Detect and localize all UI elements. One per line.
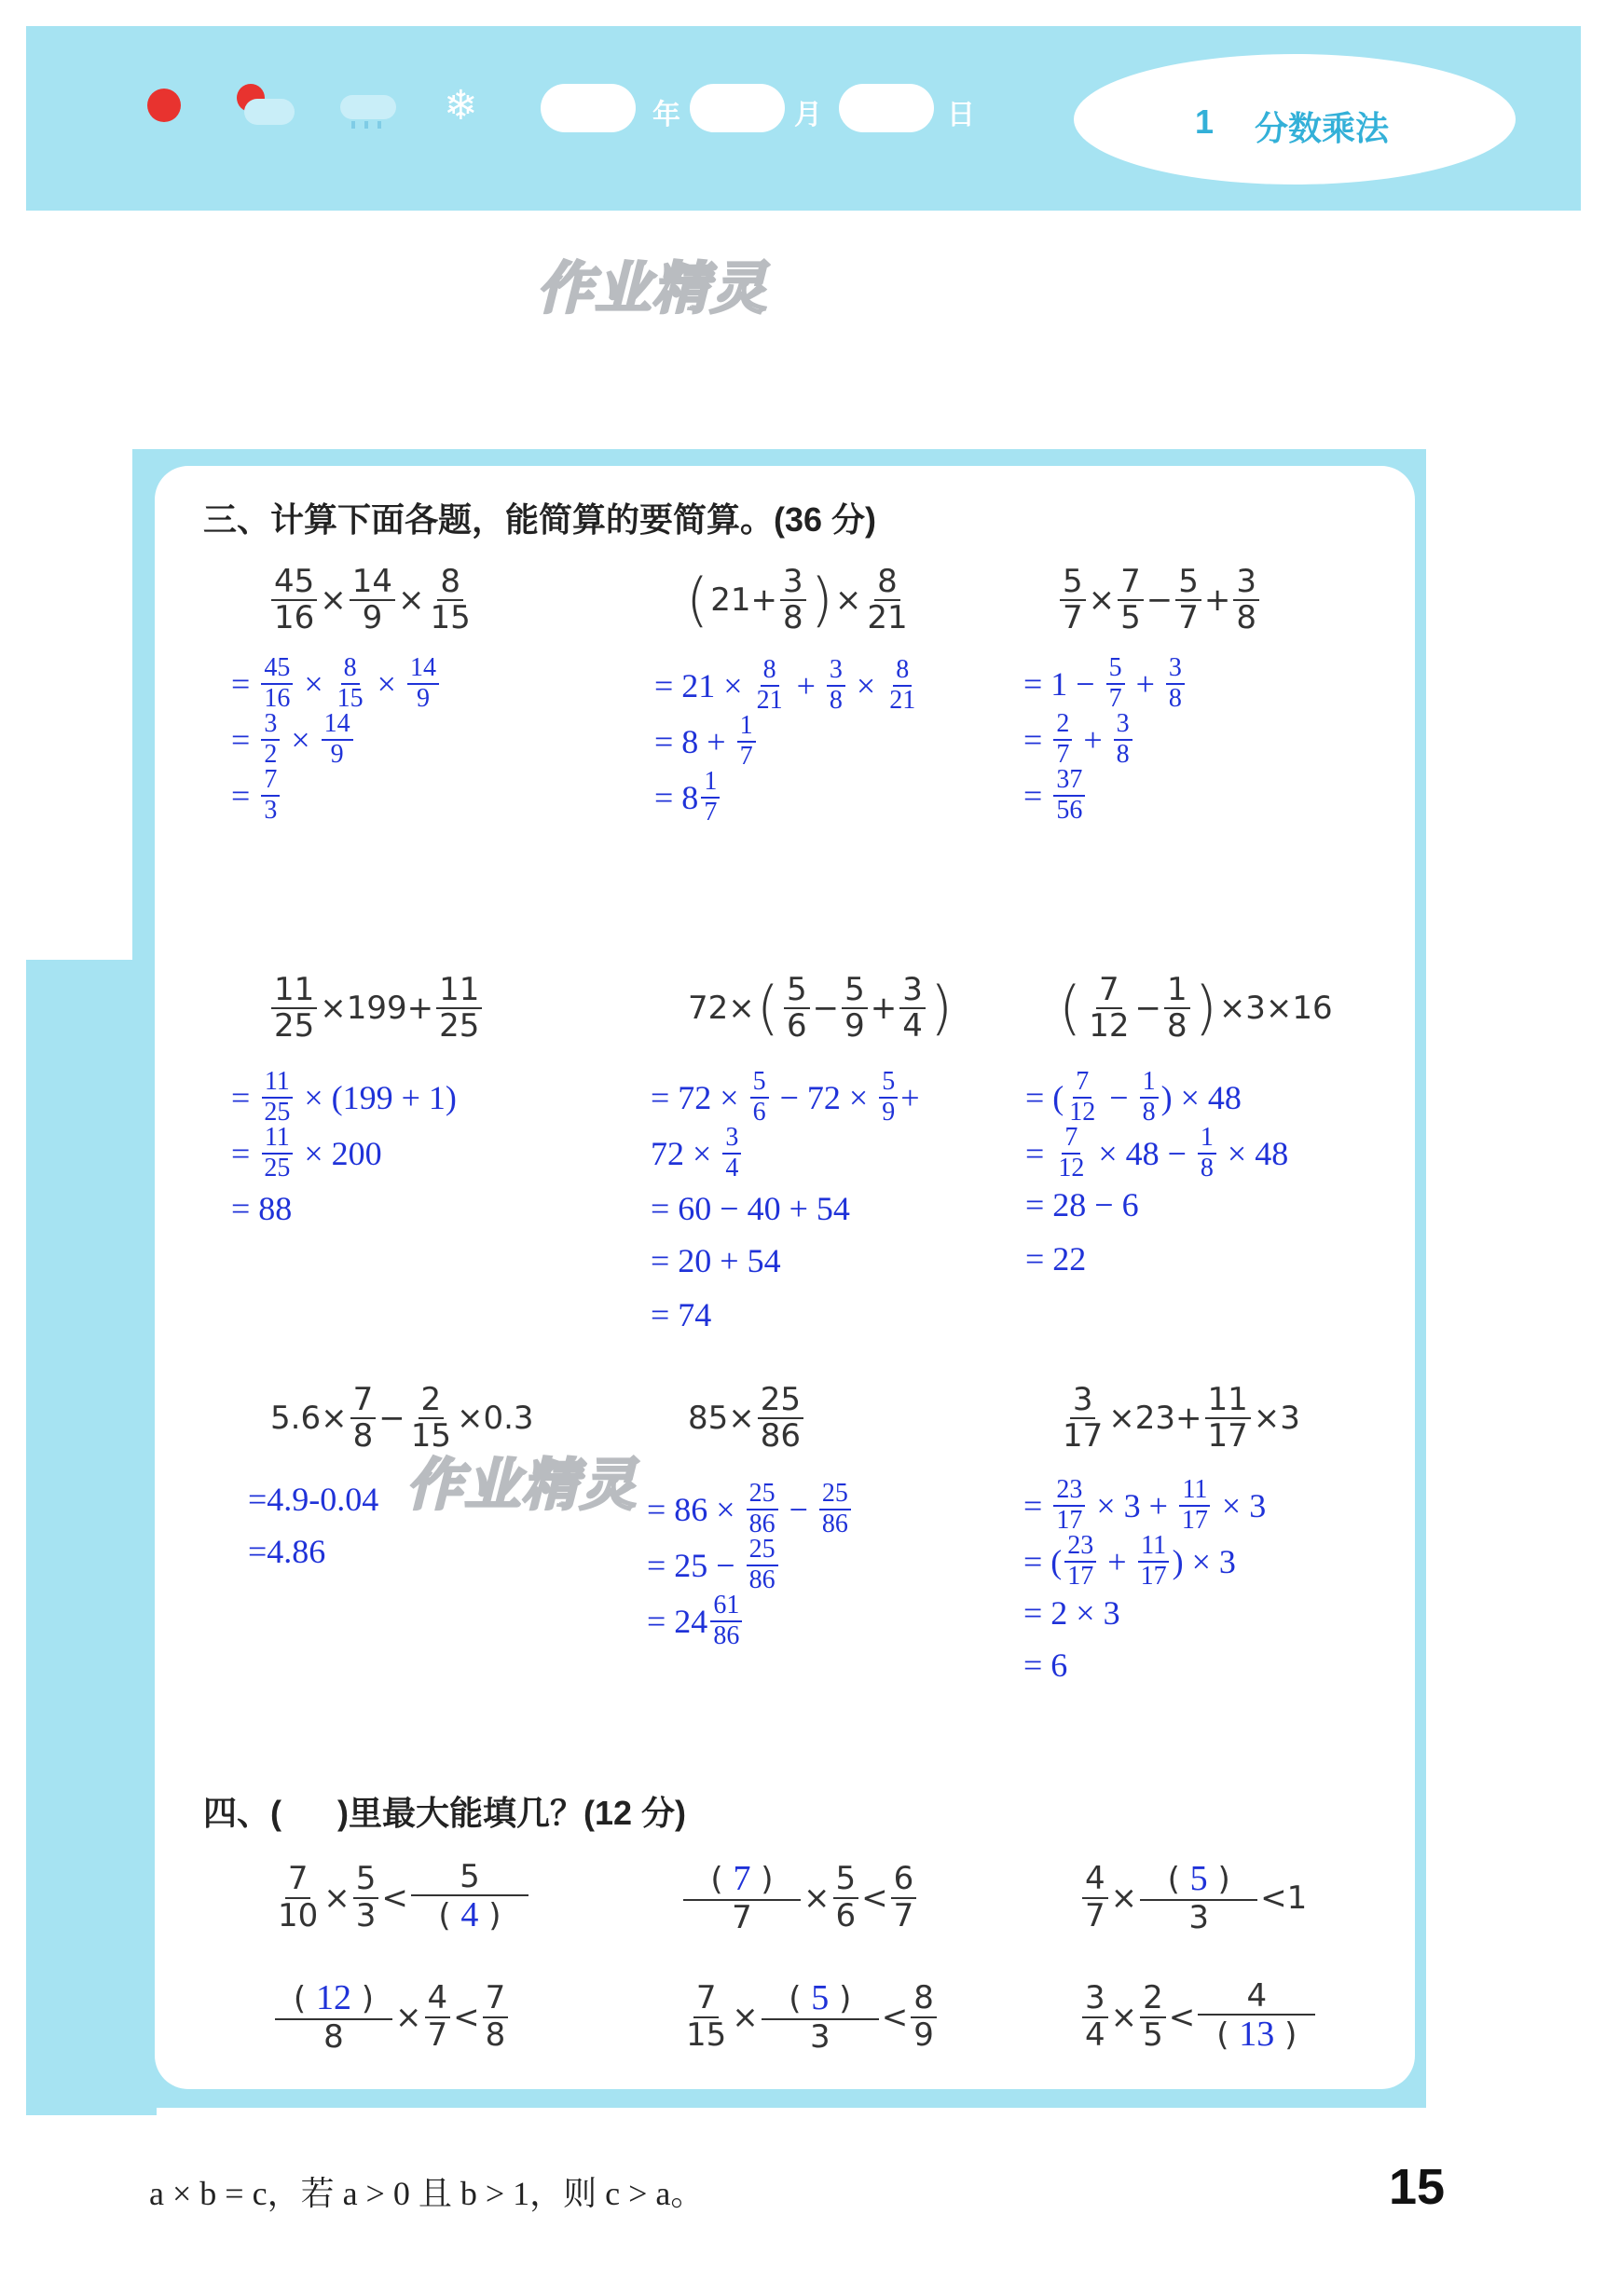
problem-8-step-3: = 24 $\frac{61}{86}$ [647,1592,745,1651]
day-field[interactable] [839,84,934,132]
problem-5-step-1-cont: 72 × $\frac{3}{4}$ [651,1124,744,1183]
chapter-badge [1074,54,1516,184]
problem-6-step-1: = ( $\frac{7}{12}$ − $\frac{1}{8}$ ) × 48 [1025,1067,1242,1127]
problem-9-step-3: = 2 × 3 [1023,1594,1120,1632]
problem-4: $\frac{11}{25}$ ×199+ $\frac{11}{25}$ [268,973,485,1045]
snow-icon: ❄ [444,83,478,129]
problem-6-step-4: = 22 [1025,1240,1087,1278]
problem-8-step-1: = 86 × $\frac{25}{86}$ − $\frac{25}{86}$ [647,1480,854,1539]
watermark-top: 作业精灵 [537,257,768,320]
problem-2-step-1: = 21 × $\frac{8}{21}$ + $\frac{3}{8}$ × $\frac{8}{21}$ [654,655,916,715]
section-4-title: 四、( )里最大能填几？(12 分) [203,1794,687,1832]
problem-7: 5.6× $\frac{7}{8}$ − $\frac{2}{15}$ ×0.3 [270,1381,534,1456]
watermark-middle: 作业精灵 [406,1454,638,1516]
problem-2-step-2: = 8 + $\frac{1}{7}$ [654,712,759,772]
rule-note: a × b = c，若 a > 0 且 b > 1，则 c > a。 [149,2175,705,2212]
problem-8: 85× $\frac{25}{86}$ [688,1383,806,1455]
answer-6[interactable]: 13 [1239,2015,1275,2055]
problem-3-step-2: = $\frac{2}{7}$ + $\frac{3}{8}$ [1023,710,1135,770]
inequality-3: $\frac{4}{7}$ × $\frac{( 5 )}{3}$ <1 [1079,1860,1307,1935]
problem-5-step-2: = 60 − 40 + 54 [651,1190,850,1227]
inequality-2: $\frac{( 7 )}{7}$ × $\frac{5}{6}$ < $\frac{6}{7}$ [680,1860,919,1935]
problem-9: $\frac{3}{17}$ ×23+ $\frac{11}{17}$ ×3 [1063,1381,1300,1456]
problem-2-step-3: = 8 $\frac{1}{7}$ [654,768,722,827]
answer-2[interactable]: 7 [733,1859,751,1898]
problem-2: ( 21+ $\frac{3}{8}$ ) × $\frac{8}{21}$ [686,563,908,637]
chapter-number: 1 [1195,102,1215,141]
problem-1-step-1: = $\frac{45}{16}$ × $\frac{8}{15}$ × $\frac{14}{9}$ [231,654,442,714]
problem-7-step-1: =4.9-0.04 [248,1481,379,1518]
problem-4-step-1: = $\frac{11}{25}$ × (199 + 1) [231,1067,457,1127]
month-field[interactable] [690,84,785,132]
problem-3-step-1: = 1 − $\frac{5}{7}$ + $\frac{3}{8}$ [1023,654,1187,714]
problem-4-step-2: = $\frac{11}{25}$ × 200 [231,1123,382,1182]
problem-9-step-2: = ( $\frac{23}{17}$ + $\frac{11}{17}$ ) × 3 [1023,1531,1236,1591]
problem-1-step-2: = $\frac{3}{2}$ × $\frac{14}{9}$ [231,710,356,770]
problem-1-step-3: = $\frac{7}{3}$ [231,766,282,826]
answer-3[interactable]: 5 [1189,1859,1208,1898]
problem-4-step-3: = 88 [231,1190,293,1227]
inequality-1: $\frac{7}{10}$ × $\frac{5}{3}$ < $\frac{5}{( 4 )}$ [272,1860,531,1935]
section-3-title: 三、计算下面各题，能简算的要简算。(36 分) [203,500,877,539]
problem-9-step-4: = 6 [1023,1647,1068,1684]
rain-icon [340,95,398,130]
inequality-4: $\frac{( 12 )}{8}$ × $\frac{4}{7}$ < $\frac{7}{8}$ [272,1979,511,2055]
sunny-icon [147,89,181,122]
day-label: 日 [947,100,975,130]
problem-8-step-2: = 25 − $\frac{25}{86}$ [647,1536,781,1595]
problem-7-step-2: =4.86 [248,1533,326,1570]
problem-5-step-3: = 20 + 54 [651,1242,781,1279]
answer-4[interactable]: 12 [316,1978,351,2017]
problem-3: $\frac{5}{7}$ × $\frac{7}{5}$ − $\frac{5}{7}$ + $\frac{3}{8}$ [1057,565,1262,636]
inequality-6: $\frac{3}{4}$ × $\frac{2}{5}$ < $\frac{4}{( 13 )}$ [1079,1979,1318,2055]
inequality-5: $\frac{7}{15}$ × $\frac{( 5 )}{3}$ < $\frac{8}{9}$ [680,1979,940,2055]
problem-9-step-1: = $\frac{23}{17}$ × 3 + $\frac{11}{17}$ × 3 [1023,1475,1267,1535]
year-field[interactable] [541,84,636,132]
problem-5-step-4: = 74 [651,1296,712,1333]
problem-6-step-3: = 28 − 6 [1025,1186,1139,1223]
month-label: 月 [794,100,822,130]
problem-5: 72× ( $\frac{5}{6}$ − $\frac{5}{9}$ + $\frac{3}{4}$ ) [688,971,954,1046]
chapter-title: 分数乘法 [1255,109,1390,147]
answer-5[interactable]: 5 [811,1978,830,2017]
year-label: 年 [652,100,680,130]
answer-1[interactable]: 4 [460,1895,479,1935]
problem-3-step-3: = $\frac{37}{56}$ [1023,766,1088,826]
problem-6-step-2: = $\frac{7}{12}$ × 48 − $\frac{1}{8}$ × 48 [1025,1123,1289,1182]
problem-5-step-1: = 72 × $\frac{5}{6}$ − 72 × $\frac{5}{9}$ + [651,1067,920,1127]
page-number: 15 [1389,2159,1446,2215]
problem-6: ( $\frac{7}{12}$ − $\frac{1}{8}$ ) ×3×16 [1059,971,1333,1046]
problem-1: $\frac{45}{16}$ × $\frac{14}{9}$ × $\frac{8}{15}$ [268,565,476,636]
partly-cloudy-icon [233,84,298,130]
